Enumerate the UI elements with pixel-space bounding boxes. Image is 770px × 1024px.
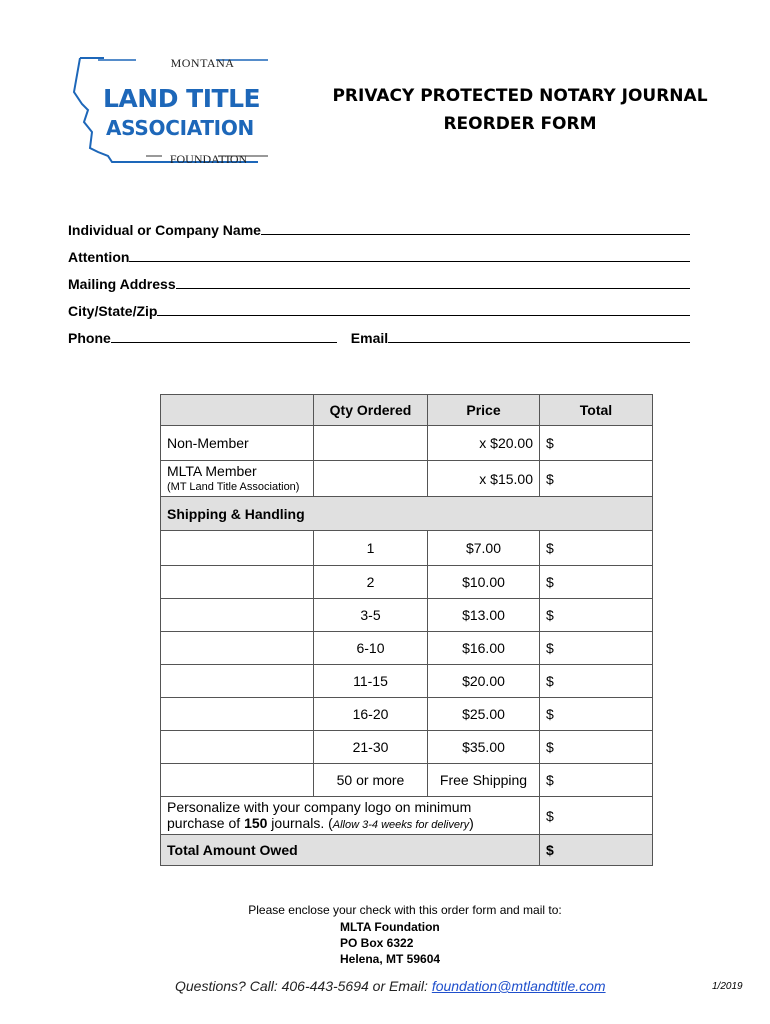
shipping-price: Free Shipping: [428, 764, 540, 797]
mailing-address-label: Mailing Address: [68, 276, 176, 292]
order-table: [160, 394, 653, 866]
shipping-checkbox-cell[interactable]: [161, 731, 314, 764]
shipping-total: $: [540, 566, 653, 599]
table-row: [161, 632, 653, 665]
table-row: [161, 731, 653, 764]
address-line1: MLTA Foundation: [340, 920, 440, 934]
form-title-line2: REORDER FORM: [443, 114, 597, 134]
revision-date: 1/2019: [712, 981, 743, 992]
personalize-text-d: ): [469, 814, 474, 831]
table-row: [161, 764, 653, 797]
header-blank-cell: [161, 395, 314, 426]
logo-association-text: ASSOCIATION: [106, 116, 254, 140]
table-row: [161, 531, 653, 566]
shipping-price: $35.00: [428, 731, 540, 764]
mailing-address-field[interactable]: [176, 274, 690, 289]
city-state-zip-field[interactable]: [157, 301, 690, 316]
shipping-qty: 6-10: [314, 632, 428, 665]
mlta-member-total: $: [540, 461, 653, 497]
phone-field[interactable]: [111, 328, 337, 343]
table-row-mlta-member: [161, 461, 653, 497]
personalize-line2: [167, 815, 533, 833]
total-value: $: [540, 835, 653, 866]
header-price: Price: [428, 395, 540, 426]
mlta-member-qty-input[interactable]: [314, 461, 428, 497]
shipping-qty: 21-30: [314, 731, 428, 764]
mlta-member-label: MLTA Member: [167, 462, 257, 479]
mlta-member-price: x $15.00: [428, 461, 540, 497]
personalize-text: [161, 797, 540, 835]
mailing-address-block: [340, 919, 770, 967]
table-row-non-member: [161, 426, 653, 461]
header-qty: Qty Ordered: [314, 395, 428, 426]
form-title-line1: PRIVACY PROTECTED NOTARY JOURNAL: [332, 86, 708, 106]
personalize-line1: Personalize with your company logo on minimum: [167, 798, 472, 815]
name-field-row: [68, 211, 690, 238]
table-header-row: [161, 395, 653, 426]
shipping-price: $13.00: [428, 599, 540, 632]
shipping-qty: 2: [314, 566, 428, 599]
personalize-row: [161, 797, 653, 835]
table-row: [161, 698, 653, 731]
shipping-checkbox-cell[interactable]: [161, 698, 314, 731]
total-label: Total Amount Owed: [161, 835, 540, 866]
email-label: Email: [350, 330, 389, 346]
shipping-total: $: [540, 531, 653, 566]
email-field[interactable]: [388, 328, 690, 343]
non-member-total: $: [540, 426, 653, 461]
shipping-total: $: [540, 731, 653, 764]
non-member-price: x $20.00: [428, 426, 540, 461]
total-row: [161, 835, 653, 866]
attention-field-row: [68, 238, 690, 265]
personalize-delivery-note: Allow 3-4 weeks for delivery: [332, 818, 470, 831]
non-member-qty-input[interactable]: [314, 426, 428, 461]
mailing-address-field-row: [68, 265, 690, 292]
shipping-checkbox-cell[interactable]: [161, 665, 314, 698]
logo-foundation-text: FOUNDATION: [169, 152, 248, 166]
shipping-total: $: [540, 665, 653, 698]
attention-label: Attention: [68, 249, 130, 265]
name-field[interactable]: [261, 220, 690, 235]
shipping-qty: 50 or more: [314, 764, 428, 797]
shipping-price: $7.00: [428, 531, 540, 566]
shipping-total: $: [540, 632, 653, 665]
mlta-member-label-cell: [161, 461, 314, 497]
logo-land-title-text: LAND TITLE: [103, 84, 261, 113]
shipping-price: $10.00: [428, 566, 540, 599]
city-state-zip-field-row: [68, 292, 690, 319]
form-title: [300, 82, 740, 138]
shipping-qty: 11-15: [314, 665, 428, 698]
mlta-member-sublabel: (MT Land Title Association): [167, 480, 300, 493]
phone-email-field-row: [68, 319, 690, 346]
address-line2: PO Box 6322: [340, 936, 414, 950]
personalize-text-c: journals. (: [267, 814, 333, 831]
personalize-minimum: 150: [244, 814, 268, 831]
personalize-total: $: [540, 797, 653, 835]
attention-field[interactable]: [129, 247, 690, 262]
contact-fields: [68, 211, 690, 346]
contact-text: Questions? Call: 406-443-5694 or Email:: [175, 978, 432, 994]
email-link[interactable]: foundation@mtlandtitle.com: [431, 978, 606, 994]
mailing-instructions: [0, 903, 770, 967]
enclose-text: Please enclose your check with this order form and mail to:: [248, 903, 562, 917]
shipping-price: $16.00: [428, 632, 540, 665]
shipping-qty: 16-20: [314, 698, 428, 731]
city-state-zip-label: City/State/Zip: [68, 303, 158, 319]
shipping-checkbox-cell[interactable]: [161, 632, 314, 665]
shipping-checkbox-cell[interactable]: [161, 599, 314, 632]
table-row: [161, 566, 653, 599]
shipping-price: $20.00: [428, 665, 540, 698]
personalize-text-b: purchase of: [167, 814, 245, 831]
shipping-price: $25.00: [428, 698, 540, 731]
phone-label: Phone: [68, 330, 111, 346]
mlta-foundation-logo: [68, 52, 273, 170]
header-total: Total: [540, 395, 653, 426]
shipping-title: Shipping & Handling: [161, 497, 653, 531]
shipping-total: $: [540, 698, 653, 731]
shipping-checkbox-cell[interactable]: [161, 764, 314, 797]
table-row: [161, 665, 653, 698]
address-line3: Helena, MT 59604: [340, 952, 441, 966]
shipping-checkbox-cell[interactable]: [161, 531, 314, 566]
shipping-checkbox-cell[interactable]: [161, 566, 314, 599]
shipping-qty: 3-5: [314, 599, 428, 632]
name-label: Individual or Company Name: [68, 222, 261, 238]
shipping-total: $: [540, 764, 653, 797]
logo-montana-text: MONTANA: [170, 56, 235, 70]
non-member-label: Non-Member: [161, 426, 314, 461]
shipping-section-row: [161, 497, 653, 531]
shipping-total: $: [540, 599, 653, 632]
table-row: [161, 599, 653, 632]
shipping-qty: 1: [314, 531, 428, 566]
contact-line: [175, 978, 606, 994]
